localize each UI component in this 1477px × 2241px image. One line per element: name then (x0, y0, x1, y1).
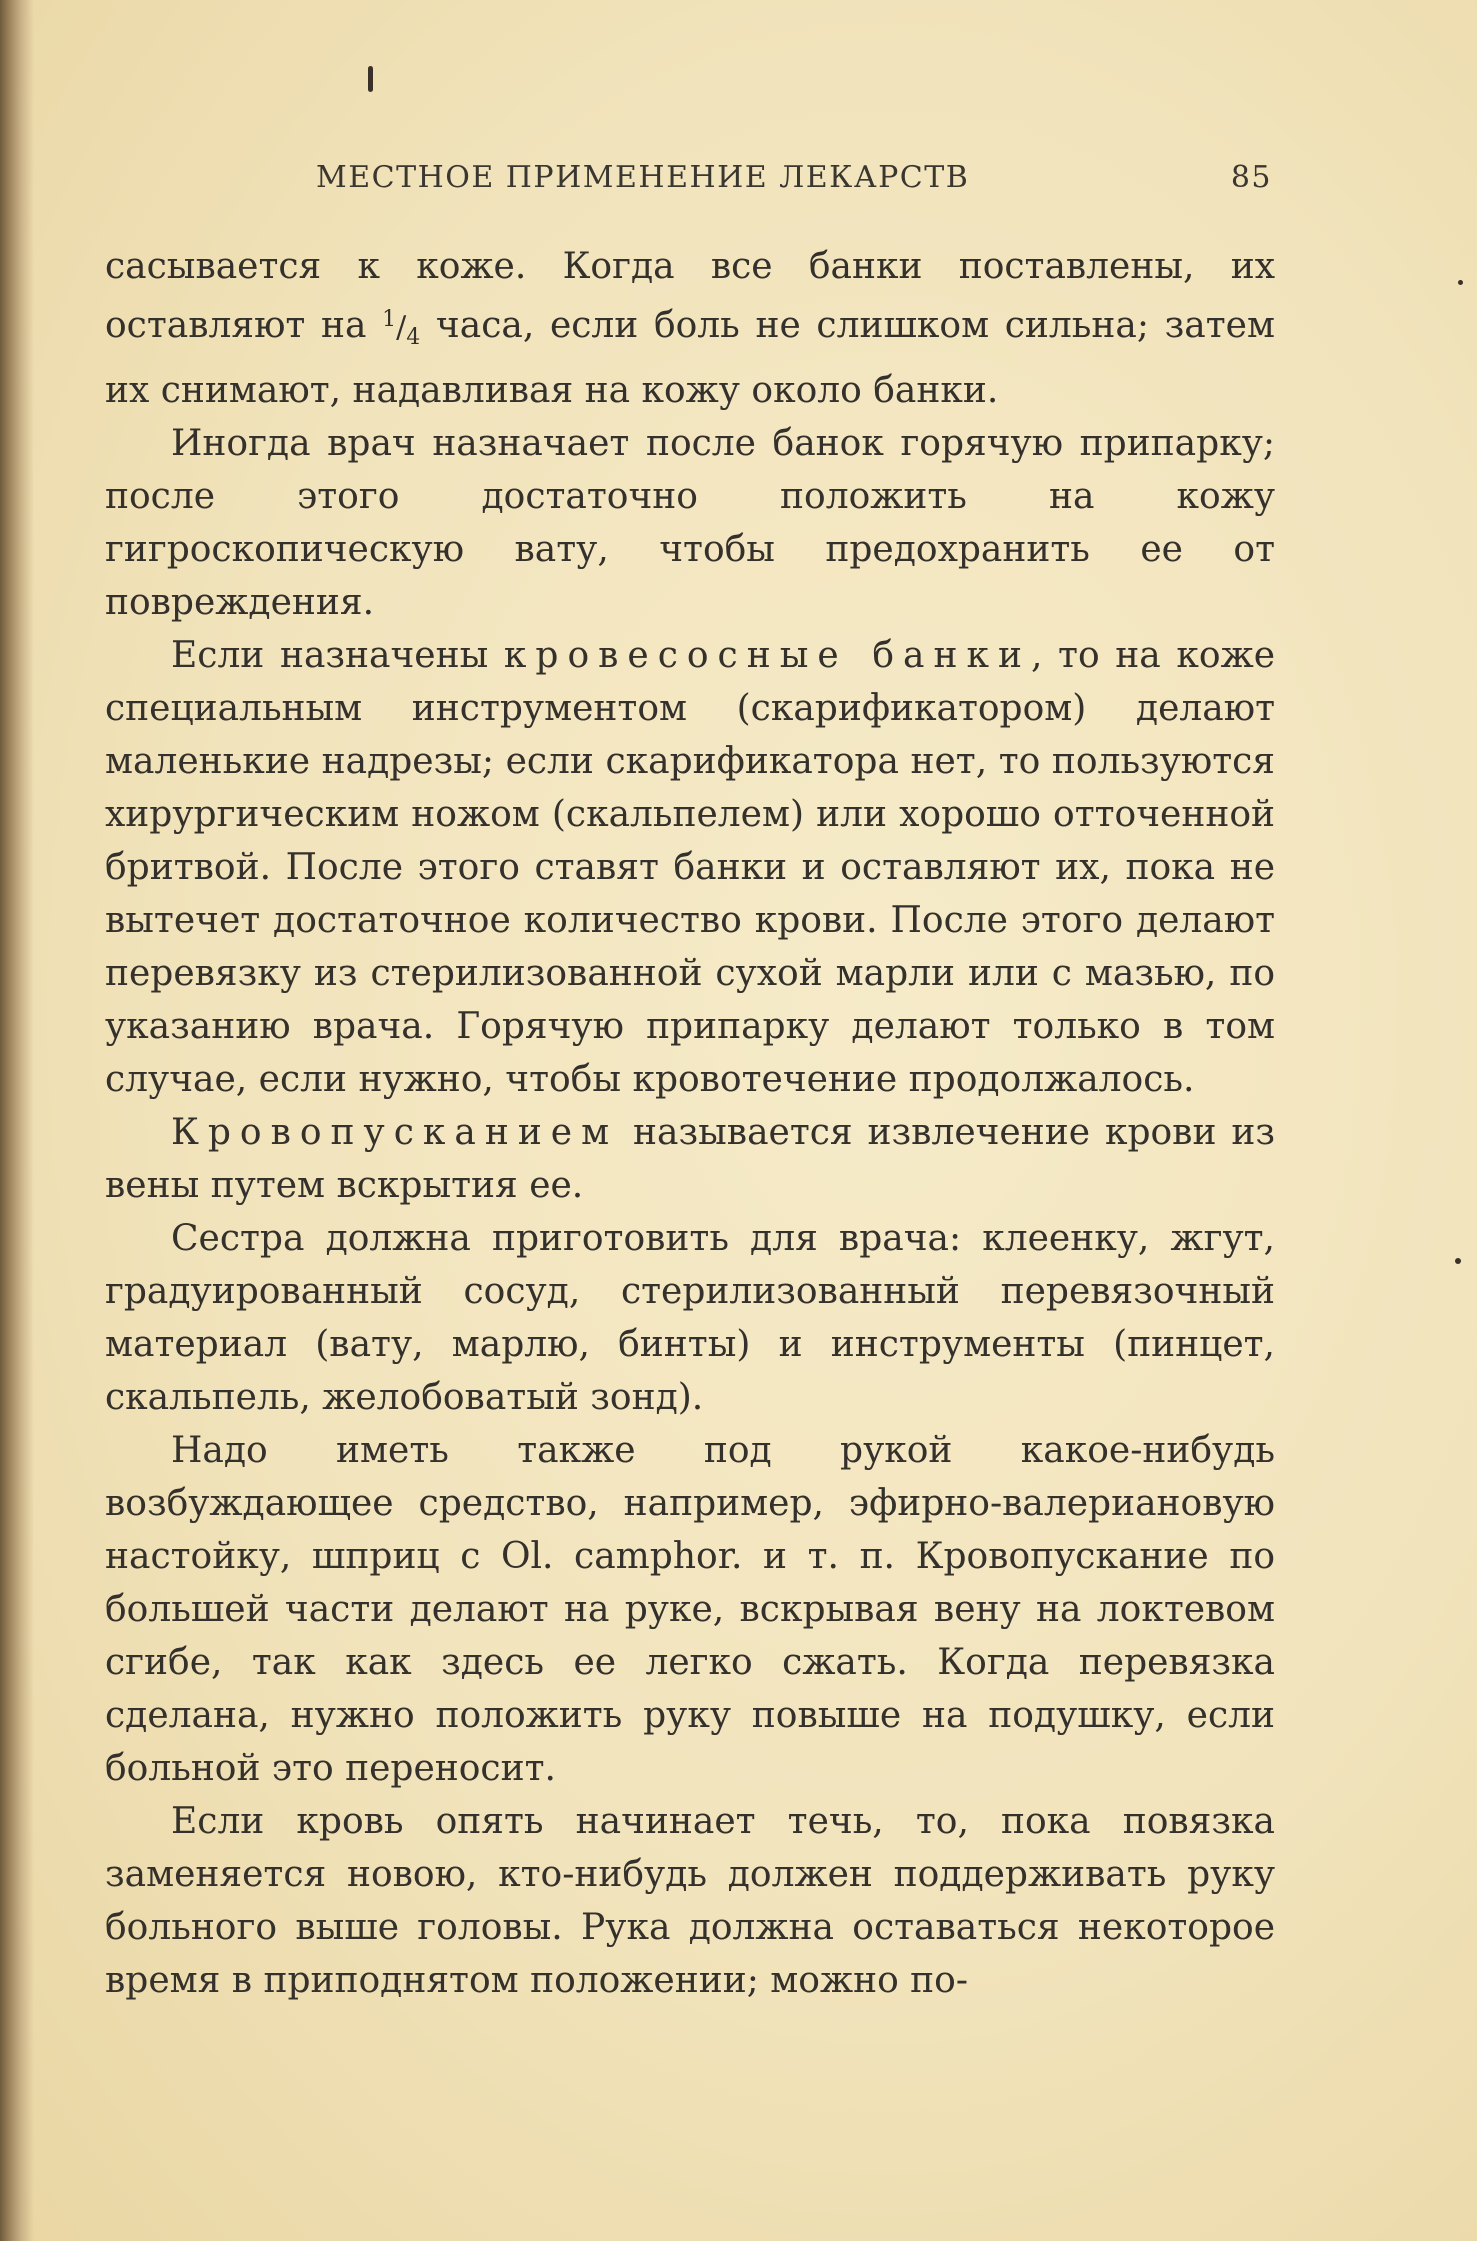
paragraph-4 (105, 1106, 1275, 1212)
ink-speck (368, 66, 373, 92)
page-body (105, 240, 1275, 2007)
paragraph-3-rest: , то на коже специальным инструментом (скарификатором) делают маленькие надрезы; если скарификатора нет, то пользуются хирургическим ножом (скальпелем) или хорошо отточенной бритвой. После этого ставят банки и оставляют их, пока не вытечет достаточное количество крови. После этого делают перевязку из стерилизованной сухой марли или с мазью, по указанию врача. Горячую припарку делают только в том случае, если нужно, чтобы кровотечение продолжалось. (105, 635, 1276, 1100)
emphasized-term-cupping: кровесосные банки (503, 635, 1031, 676)
running-header (316, 160, 1272, 200)
paragraph-1 (105, 240, 1275, 417)
paragraph-1-text-a: сасывается к коже. Когда все банки поставлены, их оставляют на (105, 246, 1275, 346)
running-title: МЕСТНОЕ ПРИМЕНЕНИЕ ЛЕКАРСТВ (316, 160, 970, 195)
paragraph-3-lead: Если назначены (171, 635, 504, 676)
fraction-denominator: 4 (406, 325, 421, 350)
paragraph-2: Иногда врач назначает после банок горячую припарку; после этого достаточно положить на кожу гигроскопическую вату, чтобы предохранить ее от повреждения. (105, 423, 1275, 623)
paragraph-7: Если кровь опять начинает течь, то, пока повязка заменяется новою, кто-нибудь должен поддерживать руку больного выше головы. Рука должна оставаться некоторое время в приподнятом положении; можно по- (105, 1801, 1275, 2001)
ink-speck (1458, 280, 1463, 285)
fraction-quarter: $^1/_4$ (382, 307, 421, 350)
page-binding-shadow (0, 0, 34, 2241)
paragraph-5: Сестра должна приготовить для врача: клеенку, жгут, градуированный сосуд, стерилизованный перевязочный материал (вату, марлю, бинты) и инструменты (пинцет, скальпель, желобоватый зонд). (105, 1218, 1275, 1418)
paragraph-1-text-b: часа, если боль не слишком сильна; затем их снимают, надавливая на кожу около банки. (105, 305, 1275, 411)
paragraph-6: Надо иметь также под рукой какое-нибудь возбуждающее средство, например, эфирно-валериановую настойку, шприц с Ol. camphor. и т. п. Кровопускание по большей части делают на руке, вскрывая вену на локтевом сгибе, так как здесь ее легко сжать. Когда перевязка сделана, нужно положить руку повыше на подушку, если больной это переносит. (105, 1430, 1275, 1789)
paragraph-4-rest: называется извлечение крови из вены путем вскрытия ее. (105, 1112, 1275, 1206)
paragraph-3 (105, 629, 1275, 1106)
emphasized-term-bloodletting: Кровопусканием (171, 1112, 619, 1153)
fraction-numerator: 1 (382, 307, 397, 332)
ink-speck (1455, 1258, 1461, 1264)
page-number: 85 (1230, 160, 1272, 195)
